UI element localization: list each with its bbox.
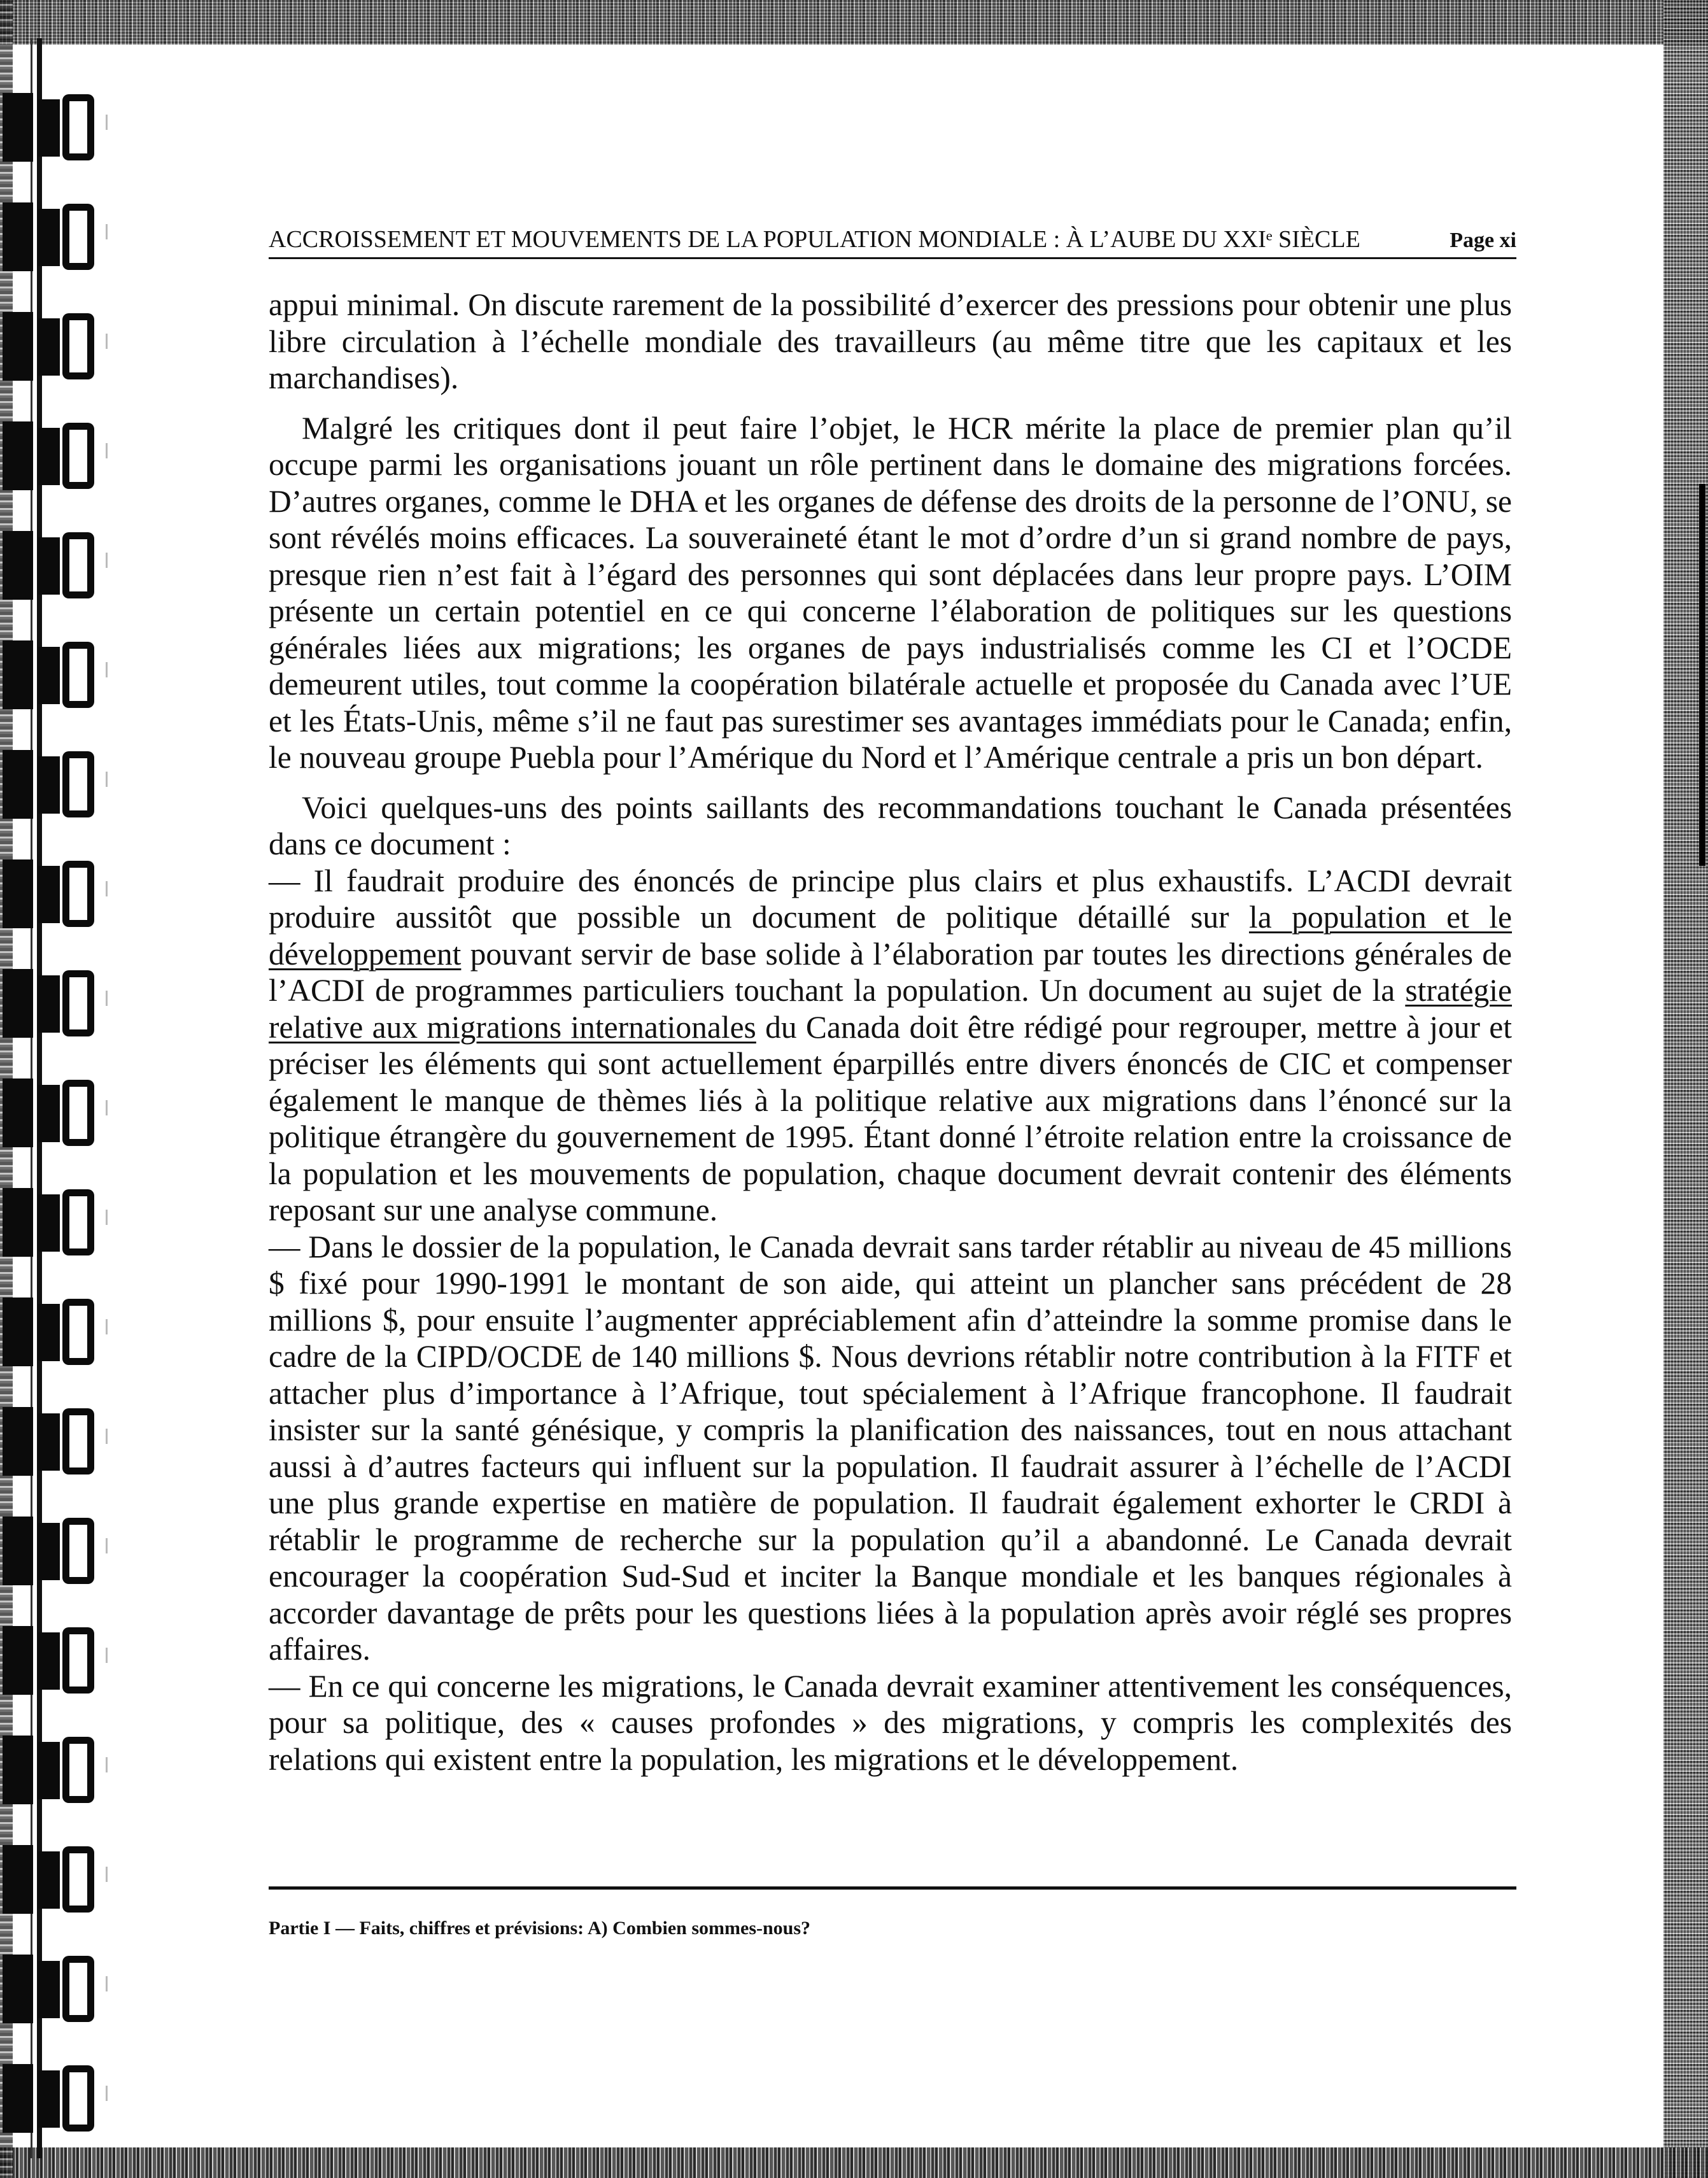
recommendation-2: — Dans le dossier de la population, le Canada devrait sans tarder rétablir au niveau de 45 millions $ fixé pour 1990-1991 le montant de son aide, qui atteint un plancher sans précédent de 28 millions $, pour ensuite l’augmenter appréciablement afin d’atteindre la somme promise dans le cadre de la CIPD/OCDE de 140 millions $. Nous devrions rétablir notre contribution à la FITF et attacher plus d’importance à l’Afrique, tout spécialement à l’Afrique francophone. Il faudrait insister sur la santé génésique, y compris la planification des naissances, tout en nous attachant aussi à d’autres facteurs qui influent sur la population. Il faudrait assurer à l’échelle de l’ACDI une plus grande expertise en matière de population. Il faudrait également exhorter le CRDI à rétablir le programme de recherche sur la population qu’il a abandonné. Le Canada devrait encourager la coopération Sud-Sud et inciter la Banque mondiale et les banques régionales à accorder davantage de prêts pour les questions liées à la population après avoir réglé ses propres affaires. [269, 1229, 1512, 1667]
binder-ring [0, 1732, 111, 1808]
underlined-term-migration-strategy: stratégie relative aux migrations internationales [269, 973, 1512, 1045]
binder-ring [0, 1184, 111, 1261]
recommendation-1 [269, 863, 1512, 1229]
page-number: Page xi [1450, 229, 1516, 252]
paragraph-1: appui minimal. On discute rarement de la possibilité d’exercer des pressions pour obtenir une plus libre circulation à l’échelle mondiale des travailleurs (au même titre que les capitaux et les marchandises). [269, 287, 1512, 395]
page-footer: Partie I — Faits, chiffres et prévisions: A) Combien sommes-nous? [269, 1918, 811, 1939]
binder-ring [0, 89, 111, 166]
binder-ring [0, 1075, 111, 1151]
binder-ring [0, 856, 111, 932]
binder-ring [0, 2060, 111, 2137]
scan-edge-right [1663, 0, 1708, 2178]
recommendation-1-text-c: du Canada doit être rédigé pour regrouper, mettre à jour et préciser les éléments qui sont actuellement éparpillés entre divers énoncés de CIC et compenser également le manque de thèmes liés à la politique relative aux migrations dans l’énoncé sur la politique étrangère du gouvernement de 1995. Étant donné l’étroite relation entre la croissance de la population et les mouvements de population, chaque document devrait contenir des éléments reposant sur une analyse commune. [269, 1009, 1513, 1227]
binder-ring [0, 1513, 111, 1589]
binder-ring [0, 637, 111, 713]
binder-ring [0, 1622, 111, 1699]
binder-ring [0, 527, 111, 604]
recommendation-1-text-b: pouvant servir de base solide à l’élaboration par toutes les directions générales de l’ACDI de programmes particuliers touchant la population. Un document au sujet de la [269, 936, 1512, 1008]
underlined-term-population-development: la population et le développement [269, 900, 1512, 972]
binder-ring [0, 199, 111, 275]
scan-edge-bottom [0, 2147, 1708, 2178]
binder-ring [0, 308, 111, 385]
binder-ring [0, 1951, 111, 2027]
document-body [269, 286, 1512, 1778]
running-title: ACCROISSEMENT ET MOUVEMENTS DE LA POPULATION MONDIALE : À L’AUBE DU XXIᵉ SIÈCLE [269, 226, 1360, 253]
binder-ring [0, 1294, 111, 1370]
scan-edge-top [0, 0, 1708, 45]
binder-ring [0, 746, 111, 823]
recommendation-1-text-a: — Il faudrait produire des énoncés de principe plus clairs et plus exhaustifs. L’ACDI devrait produire aussitôt que possible un document de politique détaillé sur [269, 863, 1512, 935]
footer-rule [269, 1886, 1516, 1890]
binder-ring [0, 418, 111, 494]
recommendation-3: — En ce qui concerne les migrations, le Canada devrait examiner attentivement les conséquences, pour sa politique, des « causes profondes » des migrations, y compris les complexités des relations qui existent entre la population, les migrations et le développement. [269, 1668, 1512, 1777]
binder-ring [0, 965, 111, 1042]
paragraph-3: Voici quelques-uns des points saillants des recommandations touchant le Canada présentées dans ce document : [269, 789, 1512, 861]
binder-ring [0, 1403, 111, 1480]
binder-ring [0, 1841, 111, 1918]
scan-edge-right-bar [1699, 484, 1705, 866]
paragraph-2: Malgré les critiques dont il peut faire l’objet, le HCR mérite la place de premier plan qu’il occupe parmi les organisations jouant un rôle pertinent dans le domaine des migrations forcées. D’autres organes, comme le DHA et les organes de défense des droits de la personne de l’ONU, se sont révélés moins efficaces. La souveraineté étant le mot d’ordre d’un si grand nombre de pays, presque rien n’est fait à l’égard des personnes qui sont déplacées dans leur propre pays. L’OIM présente un certain potentiel en ce qui concerne l’élaboration de politiques sur les questions générales liées aux migrations; les organes de pays industrialisés comme les CI et l’OCDE demeurent utiles, tout comme la coopération bilatérale actuelle et proposée du Canada avec l’UE et les États-Unis, même s’il ne faut pas surestimer ses avantages immédiats pour le Canada; enfin, le nouveau groupe Puebla pour l’Amérique du Nord et l’Amérique centrale a pris un bon départ. [269, 410, 1512, 775]
page-header [269, 225, 1516, 259]
